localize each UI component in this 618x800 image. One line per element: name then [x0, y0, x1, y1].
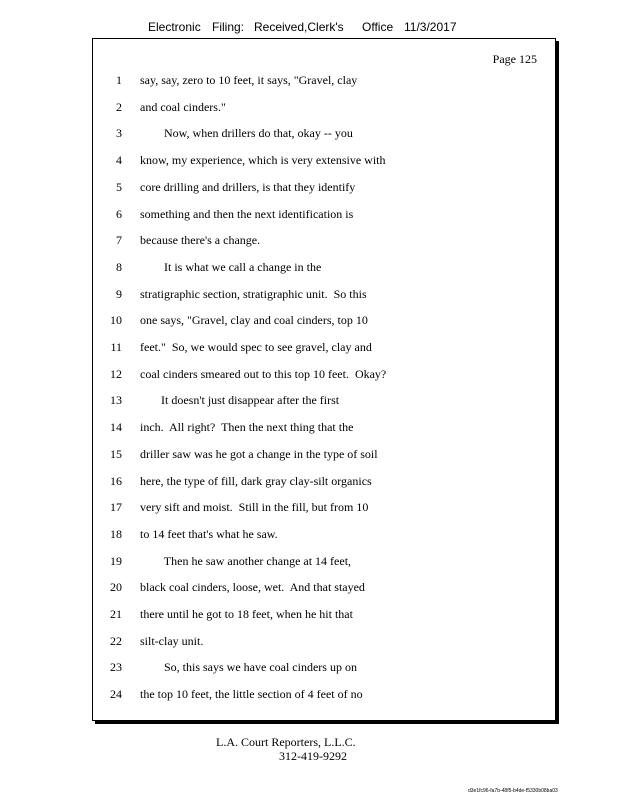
line-text: Then he saw another change at 14 feet,: [140, 553, 352, 568]
line-number: 2: [116, 99, 122, 114]
transcript-page: [92, 38, 556, 721]
transcript-line: [93, 73, 555, 90]
transcript-line: [93, 287, 555, 304]
line-number: 13: [110, 393, 122, 408]
transcript-line: [93, 580, 555, 597]
line-number: 23: [110, 660, 122, 675]
line-text: here, the type of fill, dark gray clay-silt organics: [140, 473, 372, 488]
line-text: something and then the next identification is: [140, 206, 354, 221]
line-number: 6: [116, 206, 122, 221]
transcript-line: [93, 687, 555, 704]
line-number: 18: [110, 526, 122, 541]
line-text: black coal cinders, loose, wet. And that stayed: [140, 580, 365, 595]
line-text: there until he got to 18 feet, when he hit that: [140, 607, 353, 621]
line-text: feet." So, we would spec to see gravel, clay and: [140, 340, 372, 354]
header-received: Received,Clerk's: [254, 20, 344, 34]
header-date: 11/3/2017: [404, 20, 457, 34]
line-text: It doesn't just disappear after the first: [140, 393, 340, 408]
transcript-line: [93, 634, 555, 651]
line-number: 14: [110, 420, 122, 435]
line-text: So, this says we have coal cinders up on: [140, 660, 357, 675]
line-text: know, my experience, which is very extensive with: [140, 153, 386, 168]
line-number: 22: [110, 633, 122, 648]
line-text: to 14 feet that's what he saw.: [140, 526, 278, 541]
line-text: very sift and moist. Still in the fill, but from 10: [140, 500, 369, 515]
transcript-line: [93, 207, 555, 224]
transcript-line: [93, 474, 555, 491]
transcript-line: [93, 100, 555, 117]
line-number: 16: [110, 473, 122, 488]
transcript-line: [93, 313, 555, 330]
line-number: 7: [116, 233, 122, 248]
line-number: 3: [116, 126, 122, 141]
line-number: 9: [116, 286, 122, 301]
transcript-line: [93, 126, 555, 143]
transcript-line: [93, 153, 555, 170]
line-number: 20: [110, 580, 122, 595]
line-number: 12: [110, 366, 122, 381]
line-text: because there's a change.: [140, 233, 261, 248]
line-text: coal cinders smeared out to this top 10 feet. Okay?: [140, 366, 387, 381]
header-electronic: Electronic: [148, 20, 201, 34]
line-text: It is what we call a change in the: [140, 259, 322, 274]
line-number: 5: [116, 179, 122, 194]
line-text: say, say, zero to 10 feet, it says, "Gravel, clay: [140, 73, 358, 87]
transcript-line: [93, 393, 555, 410]
line-number: 19: [110, 553, 122, 568]
line-text: driller saw was he got a change in the type of soil: [140, 446, 378, 461]
page-number: Page 125: [492, 52, 537, 66]
reporter-phone: 312-419-9292: [279, 749, 347, 763]
line-number: 10: [110, 313, 122, 328]
line-number: 15: [110, 446, 122, 461]
line-number: 24: [110, 687, 122, 702]
line-text: and coal cinders.": [140, 99, 226, 114]
transcript-line: [93, 233, 555, 250]
line-text: Now, when drillers do that, okay -- you: [140, 126, 353, 141]
line-text: core drilling and drillers, is that they identify: [140, 179, 356, 194]
header-filing: Filing:: [212, 20, 245, 34]
transcript-line: [93, 527, 555, 544]
transcript-line: [93, 447, 555, 464]
line-number: 21: [110, 607, 122, 621]
transcript-line: [93, 260, 555, 277]
transcript-line: [93, 500, 555, 517]
line-number: 4: [116, 153, 122, 168]
transcript-line: [93, 554, 555, 571]
document-hash: d3e1fc96-fa7b-48f5-b4de-f5330b08ba03: [468, 788, 558, 794]
transcript-line: [93, 367, 555, 384]
transcript-line: [93, 180, 555, 197]
header-office: Office: [362, 20, 394, 34]
line-number: 1: [116, 73, 122, 87]
transcript-line: [93, 340, 555, 357]
line-text: one says, "Gravel, clay and coal cinders, top 10: [140, 313, 368, 328]
filing-header: [0, 20, 618, 36]
line-number: 17: [110, 500, 122, 515]
line-number: 8: [116, 259, 122, 274]
transcript-line: [93, 607, 555, 624]
line-text: inch. All right? Then the next thing that the: [140, 420, 354, 435]
transcript-line: [93, 420, 555, 437]
line-number: 11: [110, 340, 122, 354]
reporter-company: L.A. Court Reporters, L.L.C.: [216, 735, 356, 749]
transcript-line: [93, 660, 555, 677]
line-text: silt-clay unit.: [140, 633, 204, 648]
line-text: the top 10 feet, the little section of 4 feet of no: [140, 687, 363, 702]
line-text: stratigraphic section, stratigraphic unit. So this: [140, 286, 367, 301]
